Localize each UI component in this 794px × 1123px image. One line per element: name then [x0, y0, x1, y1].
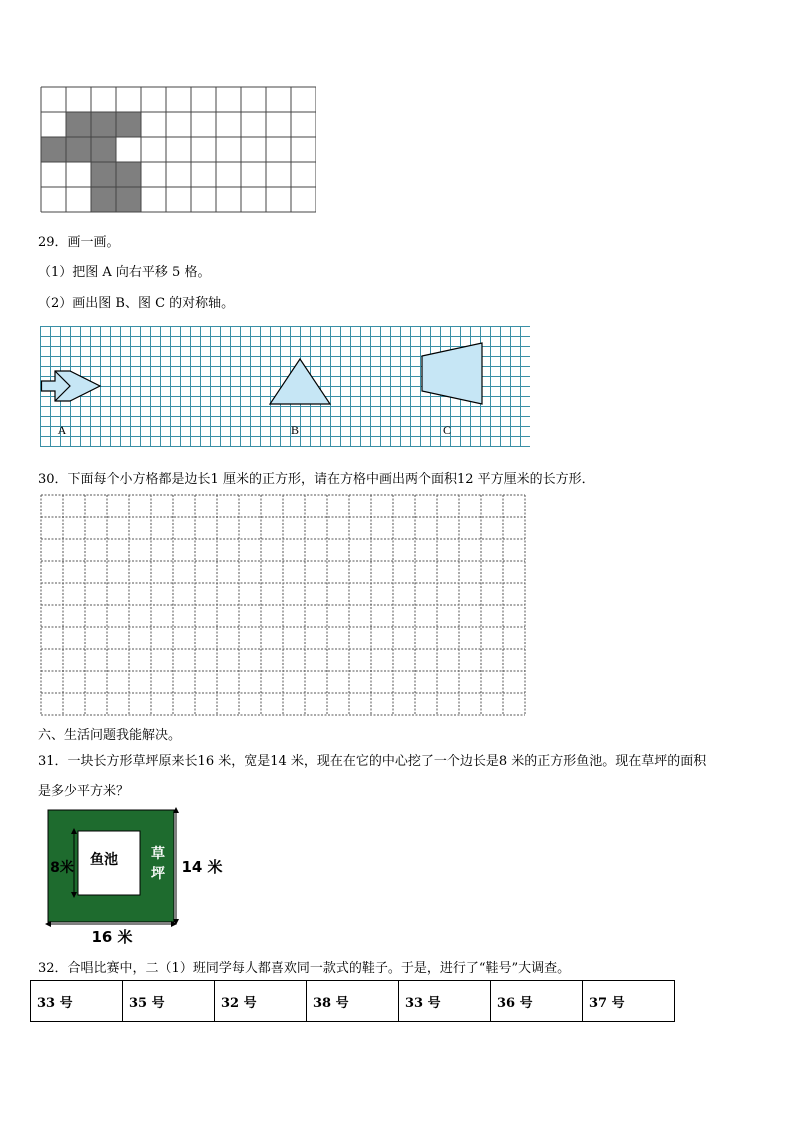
table-cell: 36 号: [491, 981, 583, 1022]
table-cell: 35 号: [123, 981, 215, 1022]
lawn-pond-figure: [40, 806, 250, 948]
pond-side-label: 8米: [50, 860, 74, 876]
table-cell: 38 号: [307, 981, 399, 1022]
question-32-title: 32．合唱比赛中，二（1）班同学每人都喜欢同一款式的鞋子。于是，进行了“鞋号”大调查。: [38, 961, 571, 976]
question-29-part-2: （2）画出图 B、图 C 的对称轴。: [38, 296, 235, 311]
shaded-cell: [116, 187, 141, 212]
length-label: 16 米: [91, 928, 133, 946]
translation-symmetry-grid: [40, 326, 530, 452]
width-label: 14 米: [181, 858, 223, 876]
figure-a-label: A: [57, 423, 67, 437]
question-29-part-1: （1）把图 A 向右平移 5 格。: [38, 265, 211, 280]
question-31-line-2: 是多少平方米？: [38, 784, 130, 799]
pond-label: 鱼池: [90, 852, 118, 868]
shaded-cell: [116, 112, 141, 137]
dashed-drawing-grid: [40, 494, 528, 719]
table-cell: 33 号: [399, 981, 491, 1022]
shaded-cell: [91, 137, 116, 162]
shaded-cell: [91, 187, 116, 212]
table-cell: 33 号: [31, 981, 123, 1022]
lawn-label-top: 草: [151, 846, 165, 862]
shaded-cell: [116, 162, 141, 187]
shaded-cell: [66, 112, 91, 137]
question-29-title: 29．画一画。: [38, 235, 120, 250]
table-row: [31, 981, 675, 1022]
question-31-line-1: 31．一块长方形草坪原来长16 米，宽是14 米，现在在它的中心挖了一个边长是8 米的正方形鱼池。现在草坪的面积: [38, 754, 707, 769]
table-cell: 32 号: [215, 981, 307, 1022]
figure-b-label: B: [290, 423, 300, 437]
shaded-cell: [91, 162, 116, 187]
shoe-size-table: [30, 980, 675, 1022]
shaded-pattern-grid: [40, 86, 316, 214]
lawn-label-bottom: 坪: [151, 866, 165, 882]
shaded-cell: [66, 137, 91, 162]
figure-c-label: C: [442, 423, 452, 437]
shaded-cell: [41, 137, 66, 162]
shaded-cell: [91, 112, 116, 137]
question-30-title: 30．下面每个小方格都是边长1 厘米的正方形，请在方格中画出两个面积12 平方厘米的长方形．: [38, 472, 595, 487]
section-6-title: 六、生活问题我能解决。: [38, 728, 182, 743]
table-cell: 37 号: [583, 981, 675, 1022]
